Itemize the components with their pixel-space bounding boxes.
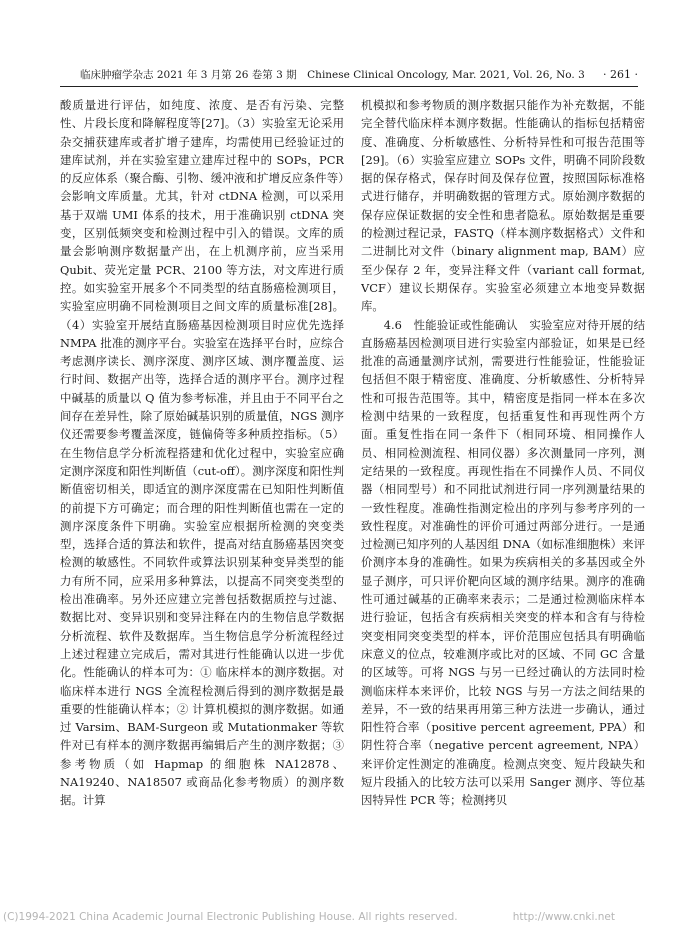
right-column — [361, 96, 645, 904]
page-number: · 261 · — [603, 68, 638, 81]
paragraph: 酸质量进行评估，如纯度、浓度、是否有污染、完整性、片段长度和降解程度等[27]。（3）实验室无论采用杂交捕获建库或者扩增子建库，均需使用已经验证过的建库试剂，并在实验室建立建库过程中的 SOPs，PCR 的反应体系（聚合酶、引物、缓冲液和扩增反应条件等）会影响文库质量。尤其，针对 ctDNA 检测，可以采用基于双端 UMI 体系的技术，用于准确识别 ctDNA 突变，区别低频突变和检测过程中引入的错误。文库的质量会影响测序数据量产出，在上机测序前，应当采用 Qubit、荧光定量 PCR、2100 等方法，对文库进行质控。如实验室开展多个不同类型的结直肠癌检测项目，实验室应明确不同检测项目之间文库的质量标准[28]。（4）实验室开展结直肠癌基因检测项目时应优先选择 NMPA 批准的测序平台。实验室在选择平台时，应综合考虑测序读长、测序深度、测序区域、测序覆盖度、运行时间、数据产出等，选择合适的测序平台。测序过程中碱基的质量以 Q 值为参考标准，并且由于不同平台之间存在差异性，除了原始碱基识别的质量值，NGS 测序仪还需要参考覆盖深度，链偏倚等多种质控指标。（5）在生物信息学分析流程搭建和优化过程中，实验室应确定测序深度和阳性判断值（cut-off）。测序深度和阳性判断值密切相关，即适宜的测序深度需在已知阳性判断值的前提下方可确定；而合理的阳性判断值也需在一定的测序深度条件下明确。实验室应根据所检测的突变类型，选择合适的算法和软件，提高对结直肠癌基因突变检测的敏感性。不同软件或算法识别某种变异类型的能力有所不同，应采用多种算法，以提高不同突变类型的检出准确率。另外还应建立完善包括数据质控与过滤、数据比对、变异识别和变异注释在内的生物信息学数据分析流程、软件及数据库。当生物信息学分析流程经过上述过程建立完成后，需对其进行性能确认以进一步优化。性能确认的样本可为：① 临床样本的测序数据。对临床样本进行 NGS 全流程检测后得到的测序数据是最重要的性能确认样本；② 计算机模拟的测序数据。如通过 Varsim、BAM-Surgeon 或 Mutationmaker 等软件对已有样本的测序数据再编辑后产生的测序数据；③ 参考物质（如 Hapmap 的细胞株 NA12878、NA19240、NA18507 或商品化参考物质）的测序数据。计算 — [60, 98, 344, 808]
paragraph: 机模拟和参考物质的测序数据只能作为补充数据，不能完全替代临床样本测序数据。性能确认的指标包括精密度、准确度、分析敏感性、分析特异性和可报告范围等[29]。（6）实验室应建立 SOPs 文件，明确不同阶段数据的保存格式，保存时间及保存位置，按照国际标准格式进行储存，并明确数据的管理方式。原始测序数据的保存应保证数据的安全性和患者隐私。原始数据是重要的检测过程记录，FASTQ（样本测序数据格式）文件和二进制比对文件（binary alignment map, BAM）应至少保存 2 年，变异注释文件（variant call format, VCF）建议长期保存。实验室必须建立本地变异数据库。 — [361, 98, 645, 314]
left-column — [60, 96, 344, 904]
copyright-watermark: (C)1994-2021 China Academic Journal Electronic Publishing House. All rights reserved. — [3, 911, 458, 923]
website-link[interactable]: http://www.cnki.net — [512, 911, 615, 923]
footer — [0, 906, 698, 928]
running-header — [60, 64, 638, 87]
journal-citation: 临床肿瘤学杂志 2021 年 3 月第 26 卷第 3 期 Chinese Clinical Oncology, Mar. 2021, Vol. 26, No. 3 — [80, 69, 585, 81]
section-4-6-paragraph: 4.6 性能验证或性能确认 实验室应对待开展的结直肠癌基因检测项目进行实验室内部验证，如果是已经批准的高通量测序试剂，需要进行性能验证，性能验证包括但不限于精密度、准确度、分析敏感性、分析特异性和可报告范围等。其中，精密度是指同一样本在多次检测中结果的一致程度，包括重复性和再现性两个方面。重复性指在同一条件下（相同环境、相同操作人员、相同检测流程、相同仪器）多次测量同一序列，测定结果的一致程度。再现性指在不同操作人员、不同仪器（相同型号）和不同批试剂进行同一序列测量结果的一致性程度。准确性指测定检出的序列与参考序列的一致性程度。对准确性的评价可通过两部分进行。一是通过检测已知序列的人基因组 DNA（如标准细胞株）来评价测序本身的准确性。如果为疾病相关的多基因或全外显子测序，可只评价靶向区域的测序结果。测序的准确性可通过碱基的正确率来表示；二是通过检测临床样本进行验证，包括含有疾病相关突变的样本和含有与待检突变相同突变类型的样本，评价范围应包括具有明确临床意义的位点，较难测序或比对的区域、不同 GC 含量的区域等。可将 NGS 与另一已经过确认的方法同时检测临床样本来评价，比较 NGS 与另一方法之间结果的差异，不一致的结果再用第三种方法进一步确认，通过阳性符合率（positive percent agreement, PPA）和阴性符合率（negative percent agreement, NPA）来评价定性测定的准确度。检测点突变、短片段缺失和短片段插入的比较方法可以采用 Sanger 测序、等位基因特异性 PCR 等；检测拷贝 — [361, 317, 645, 808]
